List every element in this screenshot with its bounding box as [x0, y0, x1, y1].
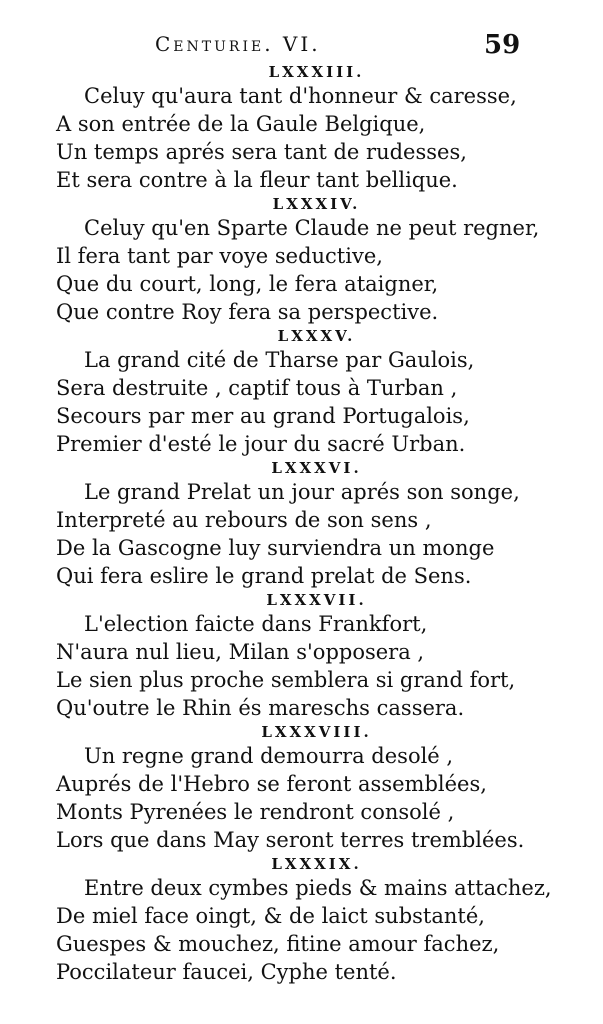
verse-line: L'election faicte dans Frankfort,	[84, 612, 428, 636]
verse-line: N'aura nul lieu, Milan s'opposera ,	[56, 640, 425, 664]
verse-line: De la Gascogne luy surviendra un monge	[56, 536, 495, 560]
running-title: Centurie. VI.	[155, 32, 321, 56]
verse-line: Qui fera eslire le grand prelat de Sens.	[56, 564, 472, 588]
quatrain-88	[0, 722, 603, 854]
verse-line: Poccilateur faucei, Cyphe tenté.	[56, 960, 397, 984]
quatrain-85	[0, 326, 603, 458]
verse-line: Celuy qu'en Sparte Claude ne peut regner,	[84, 216, 540, 240]
verse-line: Un temps aprés sera tant de rudesses,	[56, 140, 467, 164]
quatrain-numeral: LXXXVII.	[266, 591, 367, 609]
verse-line: De miel face oingt, & de laict substanté,	[56, 904, 485, 928]
verse-line: A son entrée de la Gaule Belgique,	[56, 112, 426, 136]
verse-line: Qu'outre le Rhin és mareschs cassera.	[56, 696, 465, 720]
verse-line: Sera destruite , captif tous à Turban ,	[56, 376, 458, 400]
quatrain-numeral: LXXXIX.	[271, 855, 362, 873]
verse-line: La grand cité de Tharse par Gaulois,	[84, 348, 475, 372]
quatrain-numeral: LXXXVIII.	[261, 723, 372, 741]
verse-line: Que du court, long, le fera ataigner,	[56, 272, 439, 296]
quatrain-89	[0, 854, 603, 986]
verse-line: Auprés de l'Hebro se feront assemblées,	[56, 772, 487, 796]
verse-line: Et sera contre à la fleur tant bellique.	[56, 168, 458, 192]
verse-line: Un regne grand demourra desolé ,	[84, 744, 454, 768]
verse-line: Le grand Prelat un jour aprés son songe,	[84, 480, 520, 504]
quatrain-numeral: LXXXIII.	[268, 63, 365, 81]
verse-line: Premier d'esté le jour du sacré Urban.	[56, 432, 466, 456]
quatrain-numeral: LXXXV.	[277, 327, 356, 345]
verse-line: Secours par mer au grand Portugalois,	[56, 404, 470, 428]
verse-line: Interpreté au rebours de son sens ,	[56, 508, 432, 532]
verse-line: Que contre Roy fera sa perspective.	[56, 300, 439, 324]
page-number: 59	[484, 30, 521, 60]
verse-line: Celuy qu'aura tant d'honneur & caresse,	[84, 84, 517, 108]
page-header	[0, 30, 603, 64]
verse-line: Il fera tant par voye seductive,	[56, 244, 383, 268]
quatrain-84	[0, 194, 603, 326]
verse-line: Guespes & mouchez, fitine amour fachez,	[56, 932, 500, 956]
quatrain-86	[0, 458, 603, 590]
quatrain-87	[0, 590, 603, 722]
verse-line: Entre deux cymbes pieds & mains attachez,	[84, 876, 552, 900]
quatrain-numeral: LXXXVI.	[271, 459, 362, 477]
verse-line: Le sien plus proche semblera si grand fort,	[56, 668, 516, 692]
quatrain-numeral: LXXXIV.	[272, 195, 361, 213]
verse-line: Monts Pyrenées le rendront consolé ,	[56, 800, 455, 824]
quatrain-83	[0, 62, 603, 194]
verse-line: Lors que dans May seront terres tremblées.	[56, 828, 525, 852]
